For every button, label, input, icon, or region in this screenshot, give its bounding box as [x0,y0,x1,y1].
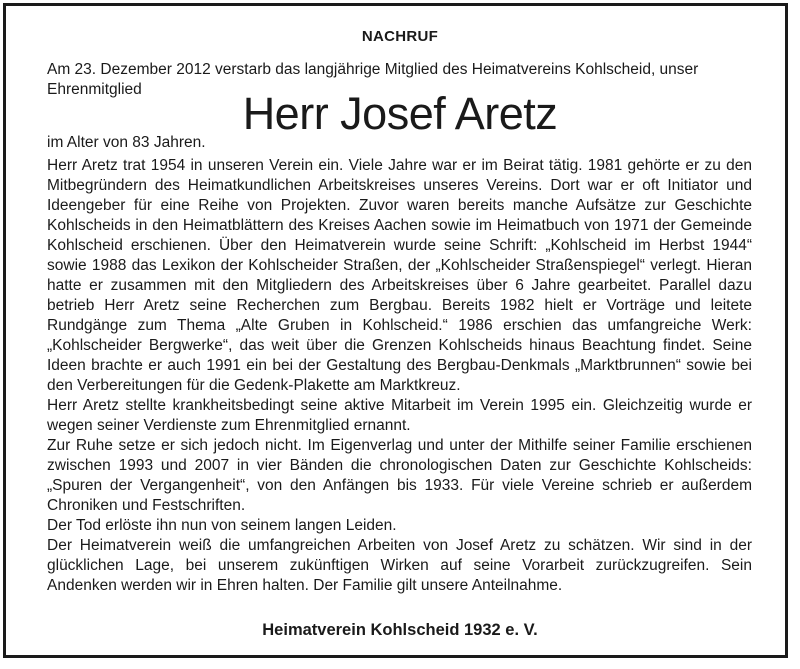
body-paragraph-closing: Der Heimatverein weiß die umfangreichen Arbeiten von Josef Aretz zu schätzen. Wir sind in der glücklichen Lage, bei unserem zukünftigen Wirken auf seine Vorarbeit zurückzugreifen. Sein Andenken werden wir in Ehren halten. Der Familie gilt unsere Anteilnahme. [47,537,752,594]
body-paragraph-honorary: Herr Aretz stellte krankheitsbedingt seine aktive Mitarbeit im Verein 1995 ein. Gleichzeitig wurde er wegen seiner Verdienste zum Ehrenmitglied ernannt. [47,397,752,434]
body-paragraph-publications: Zur Ruhe setze er sich jedoch nicht. Im Eigenverlag und unter der Mithilfe seiner Familie erschienen zwischen 1993 und 2007 in vier Bänden die chronologischen Daten zur Geschichte Kohlscheids: „Spuren der Vergangenheit“, von den Anfängen bis 1933. Für viele Vereine schrieb er außerdem Chroniken und Festschriften. [47,437,752,514]
notice-body [47,156,752,596]
body-paragraph-career: Herr Aretz trat 1954 in unseren Verein ein. Viele Jahre war er im Beirat tätig. 1981 gehörte er zu den Mitbegründern des Heimatkundlichen Arbeitskreises unseres Vereins. Dort war er oft Initiator und Ideengeber für eine Reihe von Projekten. Zuvor waren bereits manche Aufsätze zur Geschichte Kohlscheids in den Heimatblättern des Kreises Aachen sowie im Heimatbuch von 1971 der Gemeinde Kohlscheid erschienen. Über den Heimatverein wurde seine Schrift: „Kohlscheid im Herbst 1944“ sowie 1988 das Lexikon der Kohlscheider Straßen, der „Kohlscheider Straßenspiegel“ verlegt. Hieran hatte er zusammen mit den Mitgliedern des Arbeitskreises über 6 Jahre gearbeitet. Parallel dazu betrieb Herr Aretz seine Recherchen zum Bergbau. Bereits 1982 hielt er Vorträge und leitete Rundgänge zum Thema „Alte Gruben in Kohlscheid.“ 1986 erschien das umfangreiche Werk: „Kohlscheider Bergwerke“, das weit über die Grenzen Kohlscheids hinaus Beachtung findet. Seine Ideen brachte er auch 1991 ein bei der Gestaltung des Bergbau-Denkmals „Marktbrunnen“ sowie bei den Verbereitungen für die Gedenk-Plakette am Marktkreuz. [47,157,752,394]
intro-text: Am 23. Dezember 2012 verstarb das langjährige Mitglied des Heimatvereins Kohlscheid, unser Ehrenmitglied [47,61,699,98]
body-paragraph-death: Der Tod erlöste ihn nun von seinem langen Leiden. [47,517,397,534]
signature: Heimatverein Kohlscheid 1932 e. V. [262,621,538,639]
deceased-name: Herr Josef Aretz [242,88,558,139]
notice-heading: NACHRUF [361,28,439,45]
age-line: im Alter von 83 Jahren. [47,134,206,151]
